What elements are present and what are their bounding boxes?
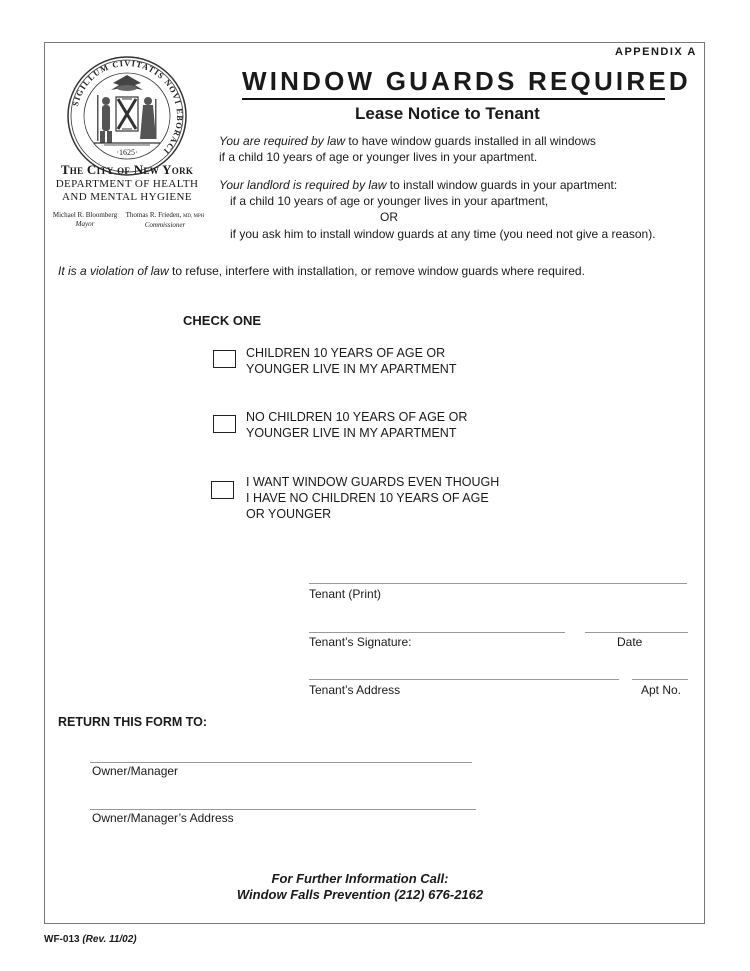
tenant-print-field[interactable]: [309, 583, 687, 584]
mayor-signature-block: [47, 211, 123, 229]
city-name: The City of New York: [60, 162, 194, 177]
or-divider: OR: [380, 210, 398, 224]
form-number: WF-013 (Rev. 11/02): [44, 934, 137, 945]
apt-no-label: Apt No.: [641, 683, 682, 697]
notice-paragraph-2-line-3: if you ask him to install window guards at any time (you need not give a reason).: [230, 227, 656, 241]
tenant-signature-label: Tenant’s Signature:: [309, 635, 412, 649]
form-title: WINDOW GUARDS REQUIRED: [242, 66, 665, 100]
commissioner-signature-block: [121, 211, 209, 230]
owner-manager-address-field[interactable]: [90, 809, 476, 810]
checkbox-no-children[interactable]: [213, 415, 236, 433]
seal-year: ·1625·: [116, 148, 138, 157]
date-field[interactable]: [585, 632, 688, 633]
check-one-heading: CHECK ONE: [183, 313, 262, 328]
seal-motto: SIGILLUM CIVITATIS NOVI EBORACI: [71, 58, 185, 157]
tenant-address-label: Tenant’s Address: [309, 683, 401, 697]
checkbox-children-live[interactable]: [213, 350, 236, 368]
option-no-children: NO CHILDREN 10 YEARS OF AGE OR YOUNGER LIVE IN MY APARTMENT: [246, 410, 468, 440]
apt-no-field[interactable]: [632, 679, 688, 680]
form-subtitle: Lease Notice to Tenant: [355, 104, 540, 123]
further-information: For Further Information Call: Window Falls Prevention (212) 676-2162: [236, 871, 484, 902]
commissioner-title: Commissioner: [144, 221, 186, 229]
option-children-live: CHILDREN 10 YEARS OF AGE OR YOUNGER LIVE IN MY APARTMENT: [246, 346, 457, 376]
commissioner-degree: MD, MPH: [182, 214, 205, 219]
commissioner-name: Thomas R. Frieden,: [125, 211, 182, 219]
department-name: DEPARTMENT OF HEALTH AND MENTAL HYGIENE: [55, 178, 199, 203]
tenant-address-field[interactable]: [309, 679, 619, 680]
mayor-name: Michael R. Bloomberg: [52, 211, 118, 219]
owner-manager-field[interactable]: [90, 762, 472, 763]
notice-paragraph-2: Your landlord is required by law to install window guards in your apartment: if a child 10 years of age or younger lives in your apartment,: [219, 178, 618, 208]
appendix-label: APPENDIX A: [615, 46, 697, 58]
checkbox-want-guards[interactable]: [211, 481, 234, 499]
violation-notice: It is a violation of law to refuse, interfere with installation, or remove window guards where required.: [58, 264, 585, 278]
mayor-title: Mayor: [75, 220, 95, 228]
date-label: Date: [617, 635, 643, 649]
option-want-guards: I WANT WINDOW GUARDS EVEN THOUGH I HAVE NO CHILDREN 10 YEARS OF AGE OR YOUNGER: [246, 475, 500, 521]
owner-manager-address-label: Owner/Manager’s Address: [92, 811, 234, 825]
owner-manager-label: Owner/Manager: [92, 764, 179, 778]
tenant-signature-field[interactable]: [309, 632, 565, 633]
city-seal-icon: [66, 55, 188, 177]
return-form-heading: RETURN THIS FORM TO:: [58, 715, 208, 729]
notice-paragraph-1: You are required by law to have window guards installed in all windows if a child 10 years of age or younger lives in your apartment.: [219, 134, 596, 164]
tenant-print-label: Tenant (Print): [309, 587, 382, 601]
